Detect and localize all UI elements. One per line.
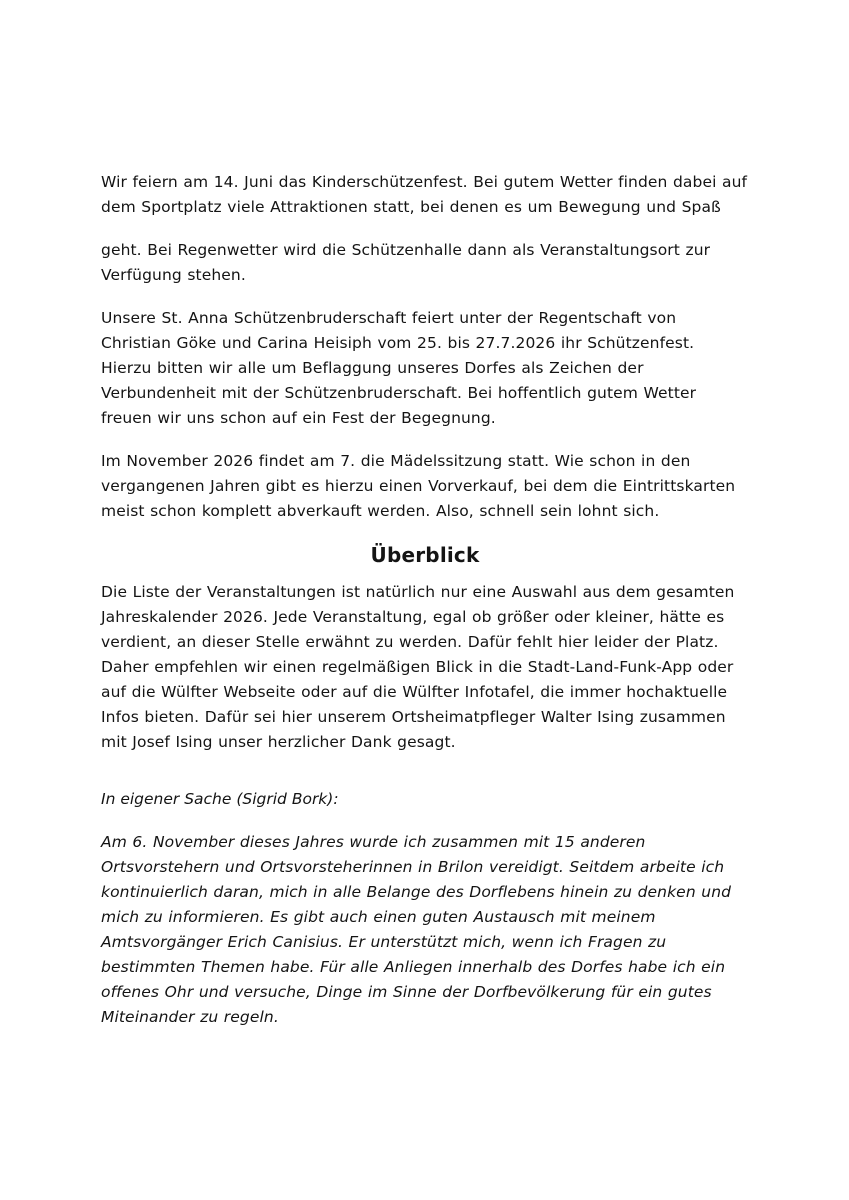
personal-note-section xyxy=(101,787,749,1030)
paragraph-ueberblick-body: Die Liste der Veranstaltungen ist natürlich nur eine Auswahl aus dem gesamten Jahreskalender 2026. Jede Veranstaltung, egal ob größer oder kleiner, hätte es verdient, an dieser Stelle erwähnt zu werden. Dafür fehlt hier leider der Platz. Daher empfehlen wir einen regelmäßigen Blick in die Stadt-Land-Funk-App oder auf die Wülfter Webseite oder auf die Wülfter Infotafel, die immer hochaktuelle Infos bieten. Dafür sei hier unserem Ortsheimatpfleger Walter Ising zusammen mit Josef Ising unser herzlicher Dank gesagt. xyxy=(101,583,735,751)
paragraph-regenwetter: geht. Bei Regenwetter wird die Schützenhalle dann als Veranstaltungsort zur Verfügung stehen. xyxy=(101,241,711,284)
section-heading-ueberblick: Überblick xyxy=(370,543,480,567)
personal-note-heading: In eigener Sache (Sigrid Bork): xyxy=(101,790,339,808)
paragraph-kinderschuetzenfest: Wir feiern am 14. Juni das Kinderschützenfest. Bei gutem Wetter finden dabei auf dem Sportplatz viele Attraktionen statt, bei denen es um Bewegung und Spaß xyxy=(101,173,748,216)
paragraph-schuetzenfest: Unsere St. Anna Schützenbruderschaft feiert unter der Regentschaft von Christian Göke und Carina Heisiph vom 25. bis 27.7.2026 ihr Schützenfest. Hierzu bitten wir alle um Beflaggung unseres Dorfes als Zeichen der Verbundenheit mit der Schützenbruderschaft. Bei hoffentlich gutem Wetter freuen wir uns schon auf ein Fest der Begegnung. xyxy=(101,309,697,427)
paragraph-maedelssitzung: Im November 2026 findet am 7. die Mädelssitzung statt. Wie schon in den vergangenen Jahren gibt es hierzu einen Vorverkauf, bei dem die Eintrittskarten meist schon komplett abverkauft werden. Also, schnell sein lohnt sich. xyxy=(101,452,736,520)
personal-note-body: Am 6. November dieses Jahres wurde ich zusammen mit 15 anderen Ortsvorstehern und Ortsvorsteherinnen in Brilon vereidigt. Seitdem arbeite ich kontinuierlich daran, mich in alle Belange des Dorflebens hinein zu denken und mich zu informieren. Es gibt auch einen guten Austausch mit meinem Amtsvorgänger Erich Canisius. Er unterstützt mich, wenn ich Fragen zu bestimmten Themen habe. Für alle Anliegen innerhalb des Dorfes habe ich ein offenes Ohr und versuche, Dinge im Sinne der Dorfbevölkerung für ein gutes Miteinander zu regeln. xyxy=(101,833,732,1026)
